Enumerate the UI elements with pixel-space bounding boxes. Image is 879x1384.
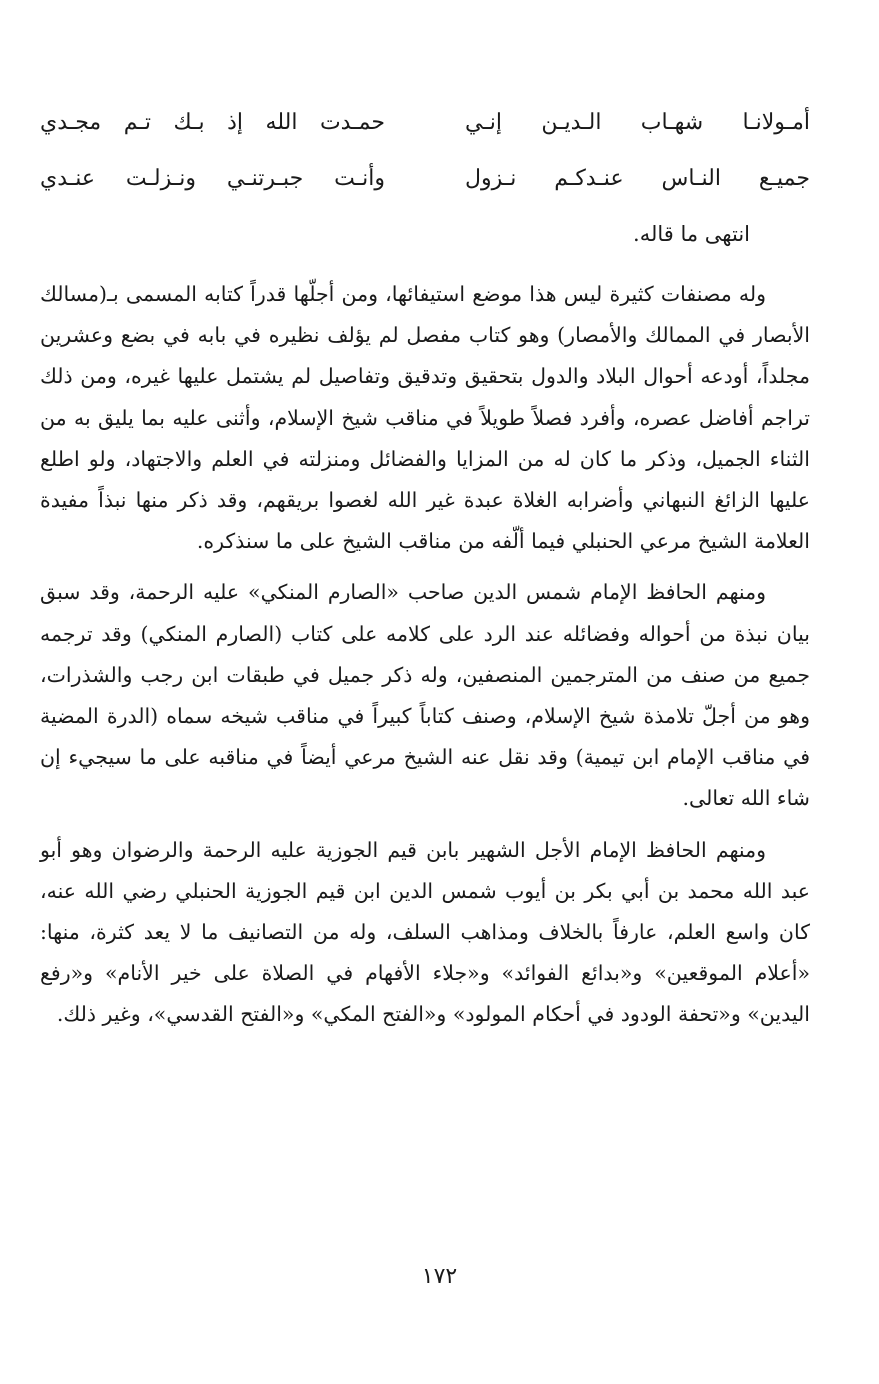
poem-verse xyxy=(40,94,810,150)
verse-first-hemistich: أمـولانـا شهـاب الـديـن إنـي xyxy=(465,109,810,135)
verse-second-hemistich: حمـدت الله إذ بـك تـم مجـدي xyxy=(40,109,385,135)
paragraph-ibn-qayyim: ومنهم الحافظ الإمام الأجل الشهير بابن قيم الجوزية عليه الرحمة والرضوان وهو أبو عبد الله محمد بن أبي بكر بن أيوب شمس الدين ابن قيم الجوزية الحنبلي رضي الله عنه، كان واسع العلم، عارفاً بالخلاف ومذاهب السلف، وله من التصانيف ما لا يعد كثرة، منها: «أعلام الموقعين» و«بدائع الفوائد» و«جلاء الأفهام في الصلاة على خير الأنام» و«رفع اليدين» و«تحفة الودود في أحكام المولود» و«الفتح المكي» و«الفتح القدسي»، وغير ذلك. xyxy=(40,837,810,1027)
page-number: ١٧٢ xyxy=(421,1264,458,1289)
verse-first-hemistich: جميـع النـاس عنـدكـم نـزول xyxy=(465,165,810,191)
page-body xyxy=(40,94,810,1036)
poem xyxy=(40,94,810,206)
quote-closing: انتهى ما قاله. xyxy=(633,222,750,246)
verse-second-hemistich: وأنـت جبـرتنـي ونـزلـت عنـدي xyxy=(40,165,385,191)
paragraph-shams-al-din: ومنهم الحافظ الإمام شمس الدين صاحب «الصارم المنكي» عليه الرحمة، وقد سبق بيان نبذة من أحواله وفضائله عند الرد على كلامه على كتاب (الصارم المنكي) وقد ترجمه جميع من صنف من المترجمين المنصفين، وله ذكر جميل في طبقات ابن رجب والشذرات، وهو من أجلّ تلامذة شيخ الإسلام، وصنف كتاباً كبيراً في مناقب شيخه سماه (الدرة المضية في مناقب الإمام ابن تيمية) وقد نقل عنه الشيخ مرعي أيضاً في مناقبه على ما سيجيء إن شاء الله تعالى. xyxy=(40,580,810,811)
poem-verse xyxy=(40,150,810,206)
paragraph-writings: وله مصنفات كثيرة ليس هذا موضع استيفائها، ومن أجلّها قدراً كتابه المسمى بـ(مسالك الأبصار في الممالك والأمصار) وهو كتاب مفصل لم يؤلف نظيره في بابه في بضع وعشرين مجلداً، أودعه أحوال البلاد والدول بتحقيق وتدقيق وتفاصيل لم يشتمل عليها غيره، ومن ذلك تراجم أفاضل عصره، وأفرد فصلاً طويلاً في مناقب شيخ الإسلام، وأثنى عليه بما يليق به من الثناء الجميل، وذكر ما كان له من المزايا والفضائل ومنزلته في العلم والاجتهاد، ولو اطلع عليها الزائغ النبهاني وأضرابه الغلاة عبدة غير الله لغصوا بريقهم، وقد ذكر منها نبذاً مفيدة العلامة الشيخ مرعي الحنبلي فيما ألّفه من مناقب الشيخ على ما سنذكره. xyxy=(40,282,810,554)
